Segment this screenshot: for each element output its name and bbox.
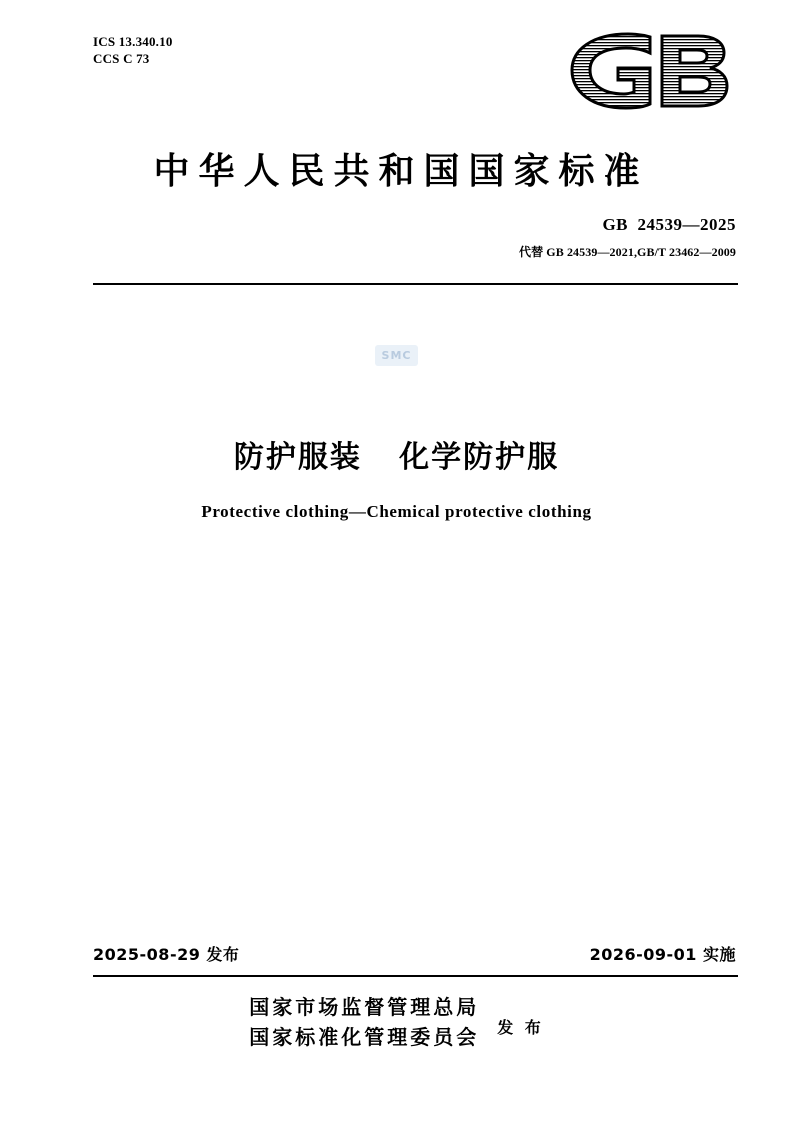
ccs-value: C 73 bbox=[123, 51, 150, 66]
issue-date: 2025-08-29 发布 bbox=[93, 945, 240, 964]
ccs-label: CCS bbox=[93, 51, 120, 66]
ics-value: 13.340.10 bbox=[118, 34, 173, 49]
page-title-english: Protective clothing—Chemical protective clothing bbox=[201, 502, 592, 521]
standard-number: GB 24539—2025 bbox=[602, 215, 736, 234]
national-standard-title: 中华人民共和国国家标准 bbox=[153, 151, 649, 192]
replaced-standards: 代替 GB 24539—2021,GB/T 23462—2009 bbox=[519, 245, 736, 259]
divider-top bbox=[93, 283, 738, 285]
ics-code bbox=[93, 33, 173, 50]
issuer-line-1: 国家市场监督管理总局 bbox=[249, 995, 480, 1019]
issuer-names bbox=[249, 992, 479, 1052]
ics-label: ICS bbox=[93, 34, 116, 49]
issuer-line-2: 国家标准化管理委员会 bbox=[249, 1025, 480, 1049]
publish-label: 发 布 bbox=[497, 1017, 544, 1037]
issuer-inner bbox=[249, 992, 544, 1052]
implementation-date: 2026-09-01 实施 bbox=[589, 945, 736, 964]
gb-logo-icon bbox=[558, 24, 738, 116]
watermark bbox=[0, 345, 793, 366]
issuer-block bbox=[0, 992, 793, 1052]
page-title: 防护服装 化学防护服 bbox=[233, 440, 560, 475]
ccs-code bbox=[93, 50, 173, 67]
divider-bottom bbox=[93, 975, 738, 977]
classification-codes bbox=[93, 33, 173, 67]
watermark-label: SMC bbox=[375, 345, 419, 366]
